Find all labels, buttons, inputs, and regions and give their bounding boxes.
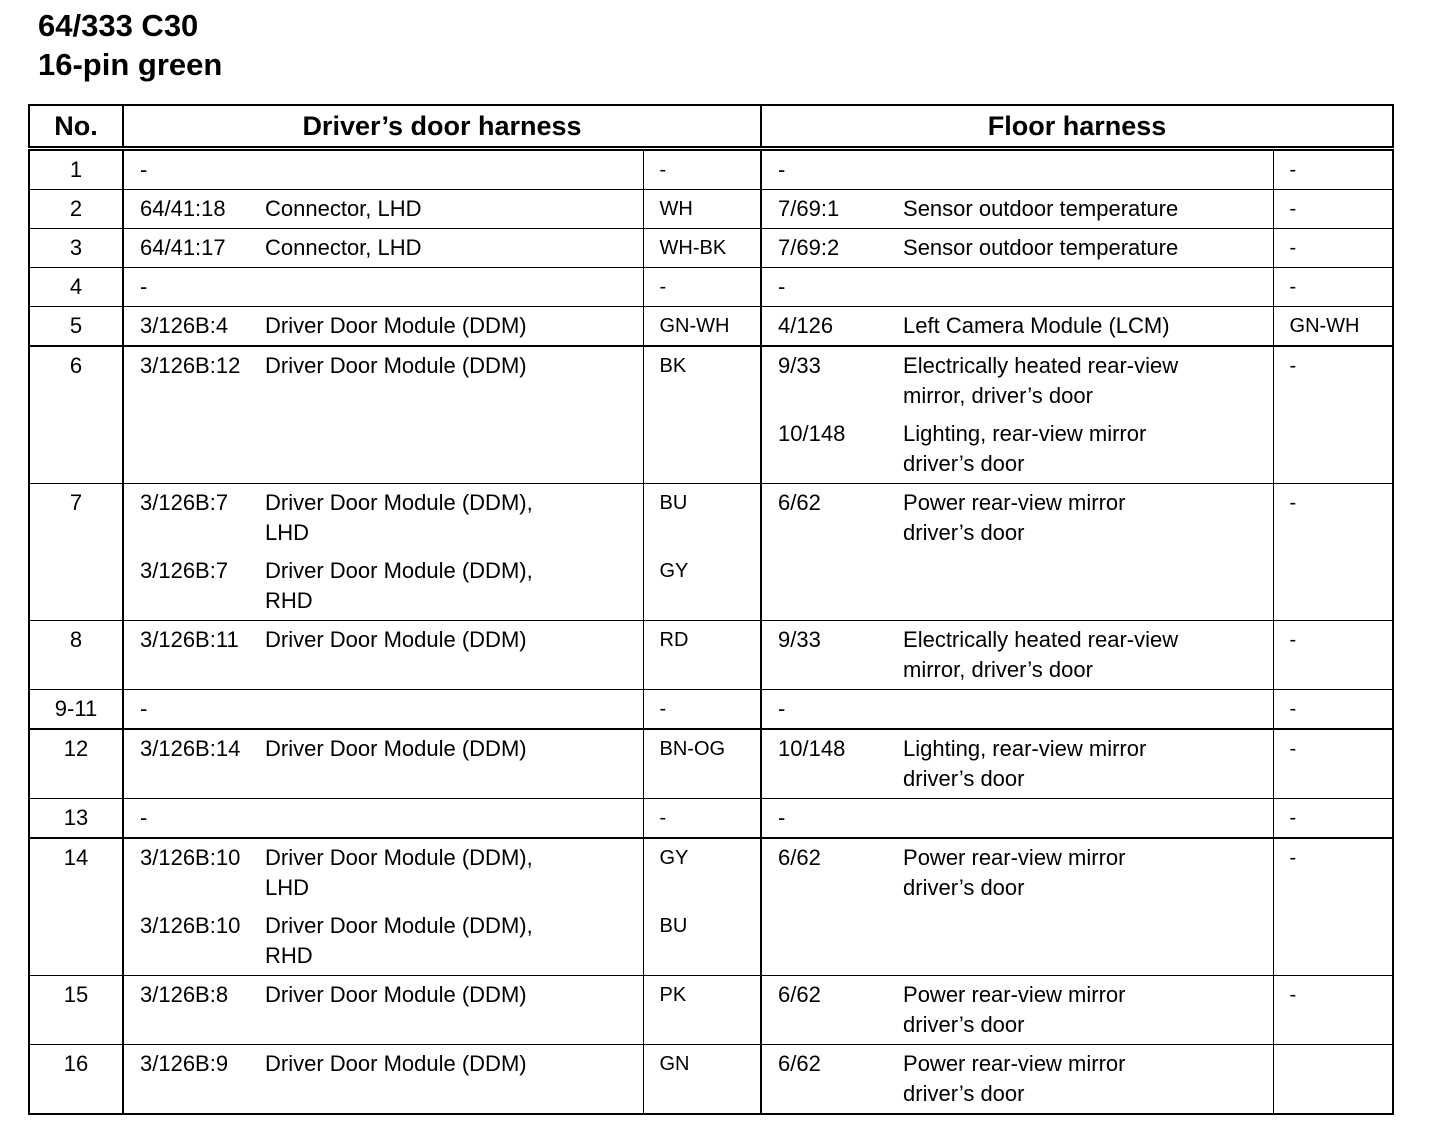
driver-door-code: 3/126B:8 xyxy=(140,982,229,1007)
floor-description xyxy=(903,351,1273,411)
driver-door-wire-color-cell xyxy=(643,307,761,347)
description-line: LHD xyxy=(265,875,310,900)
pin-number: 16 xyxy=(29,1045,123,1115)
driver-door-code: 3/126B:14 xyxy=(140,736,241,761)
description-line: Power rear-view mirror xyxy=(903,845,1126,870)
driver-door-wire-color-cell xyxy=(643,621,761,690)
description-line: Driver Door Module (DDM), xyxy=(265,490,533,515)
driver-door-description xyxy=(265,694,643,724)
driver-door-code: 3/126B:10 xyxy=(140,845,241,870)
description-line: Driver Door Module (DDM) xyxy=(265,627,527,652)
driver-door-code-cell xyxy=(123,307,265,347)
floor-wire-color: - xyxy=(1273,838,1393,976)
driver-door-wire-color-cell xyxy=(643,346,761,484)
floor-description-cell xyxy=(903,484,1273,621)
floor-description xyxy=(903,311,1273,341)
driver-door-description-cell xyxy=(265,268,643,307)
floor-code: - xyxy=(778,805,786,830)
driver-door-description-cell xyxy=(265,729,643,799)
driver-door-description-cell xyxy=(265,346,643,484)
floor-description xyxy=(903,734,1273,794)
driver-door-description-cell xyxy=(265,976,643,1045)
description-line: Lighting, rear-view mirror xyxy=(903,736,1147,761)
wire-color: BU xyxy=(659,915,688,937)
driver-door-description xyxy=(265,272,643,302)
driver-door-code-cell xyxy=(123,621,265,690)
wire-color: BU xyxy=(659,492,688,514)
driver-door-description-cell xyxy=(265,621,643,690)
floor-wire-color: - xyxy=(1273,621,1393,690)
driver-door-description xyxy=(265,734,643,764)
floor-wire-color: - xyxy=(1273,484,1393,621)
connector-type: 16-pin green xyxy=(38,47,223,82)
floor-wire-color: - xyxy=(1273,346,1393,484)
pin-number: 5 xyxy=(29,307,123,347)
floor-code: - xyxy=(778,274,786,299)
floor-description-cell xyxy=(903,729,1273,799)
floor-description xyxy=(903,1049,1273,1109)
floor-code-cell xyxy=(761,229,903,268)
driver-door-code: - xyxy=(140,157,148,182)
driver-door-code-cell xyxy=(123,268,265,307)
pin-number: 15 xyxy=(29,976,123,1045)
pin-number: 13 xyxy=(29,799,123,839)
driver-door-code-cell xyxy=(123,729,265,799)
driver-door-code: 64/41:18 xyxy=(140,196,226,221)
driver-door-wire-color-cell xyxy=(643,799,761,839)
table-row xyxy=(29,229,1393,268)
driver-door-code-cell xyxy=(123,229,265,268)
wire-color: - xyxy=(659,698,667,720)
floor-wire-color: - xyxy=(1273,799,1393,839)
pin-number: 8 xyxy=(29,621,123,690)
description-line: Driver Door Module (DDM), xyxy=(265,558,533,583)
floor-description xyxy=(903,272,1273,302)
floor-wire-color: GN-WH xyxy=(1273,307,1393,347)
driver-door-description-cell xyxy=(265,149,643,190)
floor-description-cell xyxy=(903,838,1273,976)
floor-wire-color xyxy=(1273,1045,1393,1115)
floor-description-cell xyxy=(903,268,1273,307)
description-line: driver’s door xyxy=(903,451,1025,476)
floor-code: - xyxy=(778,157,786,182)
wire-color: BK xyxy=(659,355,687,377)
wire-color: GN xyxy=(659,1053,690,1075)
floor-code: 4/126 xyxy=(778,313,834,338)
floor-code: 6/62 xyxy=(778,845,821,870)
floor-code-cell xyxy=(761,838,903,976)
floor-description xyxy=(903,803,1273,833)
floor-code-cell xyxy=(761,799,903,839)
floor-wire-color: - xyxy=(1273,976,1393,1045)
driver-door-code: 3/126B:7 xyxy=(140,490,229,515)
table-row xyxy=(29,149,1393,190)
floor-code: 9/33 xyxy=(778,627,821,652)
driver-door-wire-color-cell xyxy=(643,229,761,268)
driver-door-description-cell xyxy=(265,229,643,268)
driver-door-description-cell xyxy=(265,484,643,621)
driver-door-wire-color-cell xyxy=(643,1045,761,1115)
floor-code: 9/33 xyxy=(778,353,821,378)
driver-door-description xyxy=(265,803,643,833)
floor-description xyxy=(903,694,1273,724)
description-line: RHD xyxy=(265,588,313,613)
driver-door-description-cell xyxy=(265,799,643,839)
floor-description-cell xyxy=(903,229,1273,268)
description-line: driver’s door xyxy=(903,875,1025,900)
driver-door-code: - xyxy=(140,274,148,299)
floor-code-cell xyxy=(761,484,903,621)
driver-door-wire-color-cell xyxy=(643,149,761,190)
floor-description xyxy=(903,419,1273,479)
description-line xyxy=(265,155,643,185)
floor-code: 7/69:2 xyxy=(778,235,840,260)
wire-color: WH-BK xyxy=(659,237,727,259)
description-line: driver’s door xyxy=(903,766,1025,791)
floor-description xyxy=(903,233,1273,263)
pin-number: 12 xyxy=(29,729,123,799)
driver-door-code: 3/126B:11 xyxy=(140,627,239,652)
driver-door-code: 3/126B:10 xyxy=(140,913,241,938)
driver-door-code-cell xyxy=(123,149,265,190)
floor-description xyxy=(903,155,1273,185)
table-body xyxy=(29,149,1393,1115)
driver-door-code-cell xyxy=(123,190,265,229)
driver-door-description xyxy=(265,351,643,381)
description-line: mirror, driver’s door xyxy=(903,657,1093,682)
driver-door-description xyxy=(265,155,643,185)
floor-description xyxy=(903,488,1273,548)
description-line: RHD xyxy=(265,943,313,968)
table-row xyxy=(29,729,1393,799)
description-line: Power rear-view mirror xyxy=(903,982,1126,1007)
description-line: Connector, LHD xyxy=(265,196,422,221)
table-row xyxy=(29,621,1393,690)
driver-door-wire-color-cell xyxy=(643,484,761,621)
floor-code-cell xyxy=(761,621,903,690)
floor-code: 7/69:1 xyxy=(778,196,840,221)
description-line: driver’s door xyxy=(903,1081,1025,1106)
floor-code-cell xyxy=(761,1045,903,1115)
driver-door-code: 3/126B:9 xyxy=(140,1051,229,1076)
table-row xyxy=(29,976,1393,1045)
header-drivers-door-harness: Driver’s door harness xyxy=(123,105,761,149)
floor-description xyxy=(903,980,1273,1040)
floor-code-cell xyxy=(761,346,903,484)
description-line: Electrically heated rear-view xyxy=(903,353,1179,378)
driver-door-wire-color-cell xyxy=(643,690,761,730)
description-line: Sensor outdoor temperature xyxy=(903,235,1179,260)
floor-code-cell xyxy=(761,307,903,347)
floor-description-cell xyxy=(903,346,1273,484)
wire-color: WH xyxy=(659,198,693,220)
floor-code-cell xyxy=(761,690,903,730)
driver-door-description-cell xyxy=(265,1045,643,1115)
description-line: Driver Door Module (DDM) xyxy=(265,736,527,761)
driver-door-description-cell xyxy=(265,190,643,229)
pin-number: 4 xyxy=(29,268,123,307)
driver-door-code: - xyxy=(140,805,148,830)
description-line: Driver Door Module (DDM) xyxy=(265,982,527,1007)
table-row xyxy=(29,484,1393,621)
description-line: mirror, driver’s door xyxy=(903,383,1093,408)
table-row xyxy=(29,346,1393,484)
floor-code-cell xyxy=(761,976,903,1045)
floor-wire-color: - xyxy=(1273,690,1393,730)
driver-door-description xyxy=(265,233,643,263)
driver-door-description xyxy=(265,488,643,548)
floor-code-cell xyxy=(761,268,903,307)
description-line: Driver Door Module (DDM) xyxy=(265,353,527,378)
wire-color: GY xyxy=(659,847,689,869)
description-line: Connector, LHD xyxy=(265,235,422,260)
table-row xyxy=(29,268,1393,307)
pinout-table xyxy=(28,104,1394,1115)
floor-code: 10/148 xyxy=(778,421,846,446)
driver-door-description-cell xyxy=(265,690,643,730)
driver-door-description xyxy=(265,911,643,971)
floor-code: 6/62 xyxy=(778,490,821,515)
driver-door-description xyxy=(265,311,643,341)
floor-description xyxy=(903,625,1273,685)
description-line: Driver Door Module (DDM), xyxy=(265,845,533,870)
description-line: Lighting, rear-view mirror xyxy=(903,421,1147,446)
driver-door-code: - xyxy=(140,696,148,721)
driver-door-wire-color-cell xyxy=(643,976,761,1045)
description-line xyxy=(265,694,643,724)
description-line: Power rear-view mirror xyxy=(903,1051,1126,1076)
driver-door-description xyxy=(265,843,643,903)
description-line: Sensor outdoor temperature xyxy=(903,196,1179,221)
floor-description-cell xyxy=(903,976,1273,1045)
floor-description-cell xyxy=(903,690,1273,730)
description-line xyxy=(903,272,1273,302)
wire-color: - xyxy=(659,807,667,829)
table-row xyxy=(29,307,1393,347)
floor-description xyxy=(903,843,1273,903)
floor-code: - xyxy=(778,696,786,721)
driver-door-code-cell xyxy=(123,838,265,976)
floor-wire-color: - xyxy=(1273,149,1393,190)
wire-color: GY xyxy=(659,560,689,582)
pin-number: 2 xyxy=(29,190,123,229)
document-title xyxy=(38,6,222,84)
floor-description-cell xyxy=(903,307,1273,347)
wire-color: GN-WH xyxy=(659,315,730,337)
wire-color: PK xyxy=(659,984,687,1006)
wire-color: RD xyxy=(659,629,689,651)
wire-color: - xyxy=(659,276,667,298)
floor-code: 10/148 xyxy=(778,736,846,761)
description-line: Electrically heated rear-view xyxy=(903,627,1179,652)
driver-door-code-cell xyxy=(123,484,265,621)
driver-door-wire-color-cell xyxy=(643,268,761,307)
driver-door-description xyxy=(265,625,643,655)
floor-description xyxy=(903,194,1273,224)
driver-door-description xyxy=(265,556,643,616)
floor-description-cell xyxy=(903,621,1273,690)
driver-door-description-cell xyxy=(265,838,643,976)
description-line xyxy=(265,272,643,302)
driver-door-description xyxy=(265,194,643,224)
driver-door-code: 3/126B:12 xyxy=(140,353,241,378)
floor-description-cell xyxy=(903,190,1273,229)
description-line xyxy=(903,803,1273,833)
description-line: Driver Door Module (DDM) xyxy=(265,1051,527,1076)
description-line xyxy=(903,694,1273,724)
driver-door-code: 3/126B:4 xyxy=(140,313,229,338)
table-row xyxy=(29,1045,1393,1115)
table-row xyxy=(29,690,1393,730)
driver-door-description xyxy=(265,1049,643,1079)
header-floor-harness: Floor harness xyxy=(761,105,1393,149)
floor-wire-color: - xyxy=(1273,268,1393,307)
table-row xyxy=(29,799,1393,839)
wire-color: - xyxy=(659,159,667,181)
floor-code-cell xyxy=(761,190,903,229)
description-line: Driver Door Module (DDM), xyxy=(265,913,533,938)
table-row xyxy=(29,838,1393,976)
description-line xyxy=(903,155,1273,185)
floor-wire-color: - xyxy=(1273,729,1393,799)
floor-description-cell xyxy=(903,799,1273,839)
floor-wire-color: - xyxy=(1273,190,1393,229)
driver-door-code-cell xyxy=(123,690,265,730)
floor-description-cell xyxy=(903,149,1273,190)
driver-door-code-cell xyxy=(123,799,265,839)
driver-door-wire-color-cell xyxy=(643,190,761,229)
driver-door-code-cell xyxy=(123,976,265,1045)
description-line: Power rear-view mirror xyxy=(903,490,1126,515)
description-line: driver’s door xyxy=(903,1012,1025,1037)
table-row xyxy=(29,190,1393,229)
pin-number: 6 xyxy=(29,346,123,484)
pin-number: 1 xyxy=(29,149,123,190)
wire-color: BN-OG xyxy=(659,738,726,760)
pin-number: 7 xyxy=(29,484,123,621)
driver-door-code: 64/41:17 xyxy=(140,235,226,260)
description-line: LHD xyxy=(265,520,310,545)
table-header-row xyxy=(29,105,1393,149)
header-no: No. xyxy=(29,105,123,149)
pin-number: 14 xyxy=(29,838,123,976)
pin-number: 9-11 xyxy=(29,690,123,730)
driver-door-wire-color-cell xyxy=(643,729,761,799)
description-line xyxy=(265,803,643,833)
description-line: Driver Door Module (DDM) xyxy=(265,313,527,338)
floor-wire-color: - xyxy=(1273,229,1393,268)
pin-number: 3 xyxy=(29,229,123,268)
floor-description-cell xyxy=(903,1045,1273,1115)
driver-door-code-cell xyxy=(123,346,265,484)
description-line: driver’s door xyxy=(903,520,1025,545)
driver-door-description xyxy=(265,980,643,1010)
floor-code: 6/62 xyxy=(778,1051,821,1076)
floor-code-cell xyxy=(761,729,903,799)
floor-code: 6/62 xyxy=(778,982,821,1007)
driver-door-description-cell xyxy=(265,307,643,347)
driver-door-wire-color-cell xyxy=(643,838,761,976)
description-line: Left Camera Module (LCM) xyxy=(903,313,1170,338)
driver-door-code-cell xyxy=(123,1045,265,1115)
connector-id: 64/333 C30 xyxy=(38,8,199,43)
driver-door-code: 3/126B:7 xyxy=(140,558,229,583)
floor-code-cell xyxy=(761,149,903,190)
